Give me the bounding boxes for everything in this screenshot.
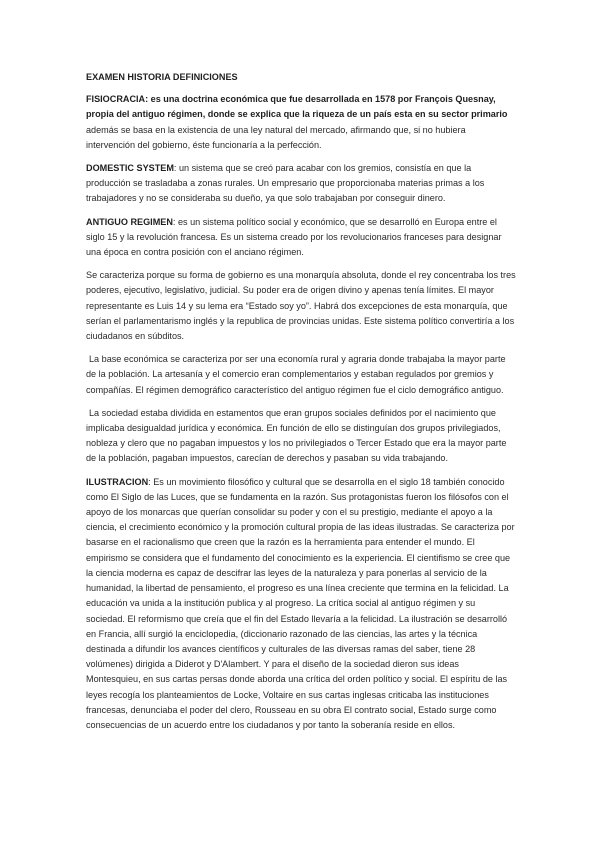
paragraph-gobierno: Se caracteriza porque su forma de gobierno es una monarquía absoluta, donde el rey concentraba los tres poderes, ejecutivo, legislativo, judicial. Su poder era de origen divino y apenas tenía límites. El mayor representante es Luis 14 y su lema era “Estado soy yo”. Habrá dos excepciones de esta monarquía, que serían el parlamentarismo inglés y la republica de provincias unidas. Este sistema político convertiría a los ciudadanos en súbditos. bbox=[86, 270, 516, 342]
paragraph-text: : Es un movimiento filosófico y cultural que se desarrolla en el siglo 18 también conocido como El Siglo de las Luces, que se fundamenta en la razón. Sus protagonistas fueron los filósofos con el apoyo de los monarcas que querían consolidar su poder y con el su prestigio, mediante el apoyo a la ciencia, el crecimiento económico y la promoción cultural propia de las ideas ilustradas. Se caracteriza por basarse en el racionalismo que creen que la razón es la herramienta para entender el mundo. El empirismo se considera que el fundamento del conocimiento es la experiencia. El cientifismo se cree que la ciencia moderna es capaz de descifrar las leyes de la naturaleza y para ponerlas al servicio de la humanidad, la libertad de pensamiento, el progreso es una línea creciente que termina en la felicidad. La educación va unida a la institución publica y al progreso. La crítica social al antiguo régimen y su sociedad. El reformismo que creía que el fin del Estado llevaría a la felicidad. La ilustración se desarrolló en Francia, allí surgió la enciclopedia, (diccionario razonado de las ciencias, las artes y la técnica destinada a difundir los avances científicos y culturales de las diversas ramas del saber, tiene 28 volúmenes) dirigida a Diderot y D'Alambert. Y para el diseño de la sociedad dieron sus ideas Montesquieu, en sus cartas persas donde aborda una crítica del orden político y social. El espíritu de las leyes recogía los planteamientos de Locke, Voltaire en sus cartas inglesas criticaba las instituciones francesas, denunciaba el poder del clero, Rousseau en su obra El contrato social, Estado surge como consecuencias de un acuerdo entre los ciudadanos y por tanto la soberanía reside en ellos. bbox=[86, 476, 515, 730]
term-antiguo-regimen: ANTIGUO REGIMEN bbox=[86, 216, 173, 227]
paragraph-sociedad: La sociedad estaba dividida en estamentos que eran grupos sociales definidos por el nacimiento que implicaba desigualdad jurídica y económica. En función de ello se distinguían dos grupos privilegiados, nobleza y clero que no pagaban impuestos y los no privilegiados o Tercer Estado que era la mayor parte de la población, pagaban impuestos, carecían de derechos y pasaban su vida trabajando. bbox=[86, 407, 507, 464]
paragraph-economia: La base económica se caracteriza por ser una economía rural y agraria donde trabajaba la mayor parte de la población. La artesanía y el comercio eran complementarios y estaban regulados por gremios y compañías. El régimen demográfico característico del antiguo régimen fue el ciclo demográfico antiguo. bbox=[86, 354, 506, 395]
document-title: EXAMEN HISTORIA DEFINICIONES bbox=[86, 72, 238, 82]
term-ilustracion: ILUSTRACION bbox=[86, 476, 149, 487]
paragraph-fisiocracia bbox=[86, 92, 516, 153]
paragraph-text: : es un sistema político social y económico, que se desarrolló en Europa entre el siglo 15 y la revolución francesa. Es un sistema creado por los revolucionarios franceses para designar una época en contra posición con el anciano régimen. bbox=[86, 216, 502, 258]
term-fisiocracia: FISIOCRACIA: bbox=[86, 94, 149, 105]
paragraph-domestic-system bbox=[86, 161, 516, 207]
paragraph-text: : un sistema que se creó para acabar con los gremios, consistía en que la producción se trasladaba a zonas rurales. Un empresario que proporcionaba materias primas a los trabajadores y no se consideraba su dueño, ya que solo trabajaban por conseguir dinero. bbox=[86, 163, 485, 204]
term-fisiocracia-bold-text: es una doctrina económica que fue desarrollada en 1578 por François Quesnay, propia del antiguo régimen, donde se explica que la riqueza de un país esta en su sector primario bbox=[86, 94, 508, 120]
paragraph-text: además se basa en la existencia de una ley natural del mercado, afirmando que, si no hubiera intervención del gobierno, éste funcionaría a la perfección. bbox=[86, 124, 466, 150]
term-domestic-system: DOMESTIC SYSTEM bbox=[86, 163, 174, 174]
paragraph-ilustracion bbox=[86, 475, 516, 733]
paragraph-antiguo-regimen bbox=[86, 215, 516, 261]
